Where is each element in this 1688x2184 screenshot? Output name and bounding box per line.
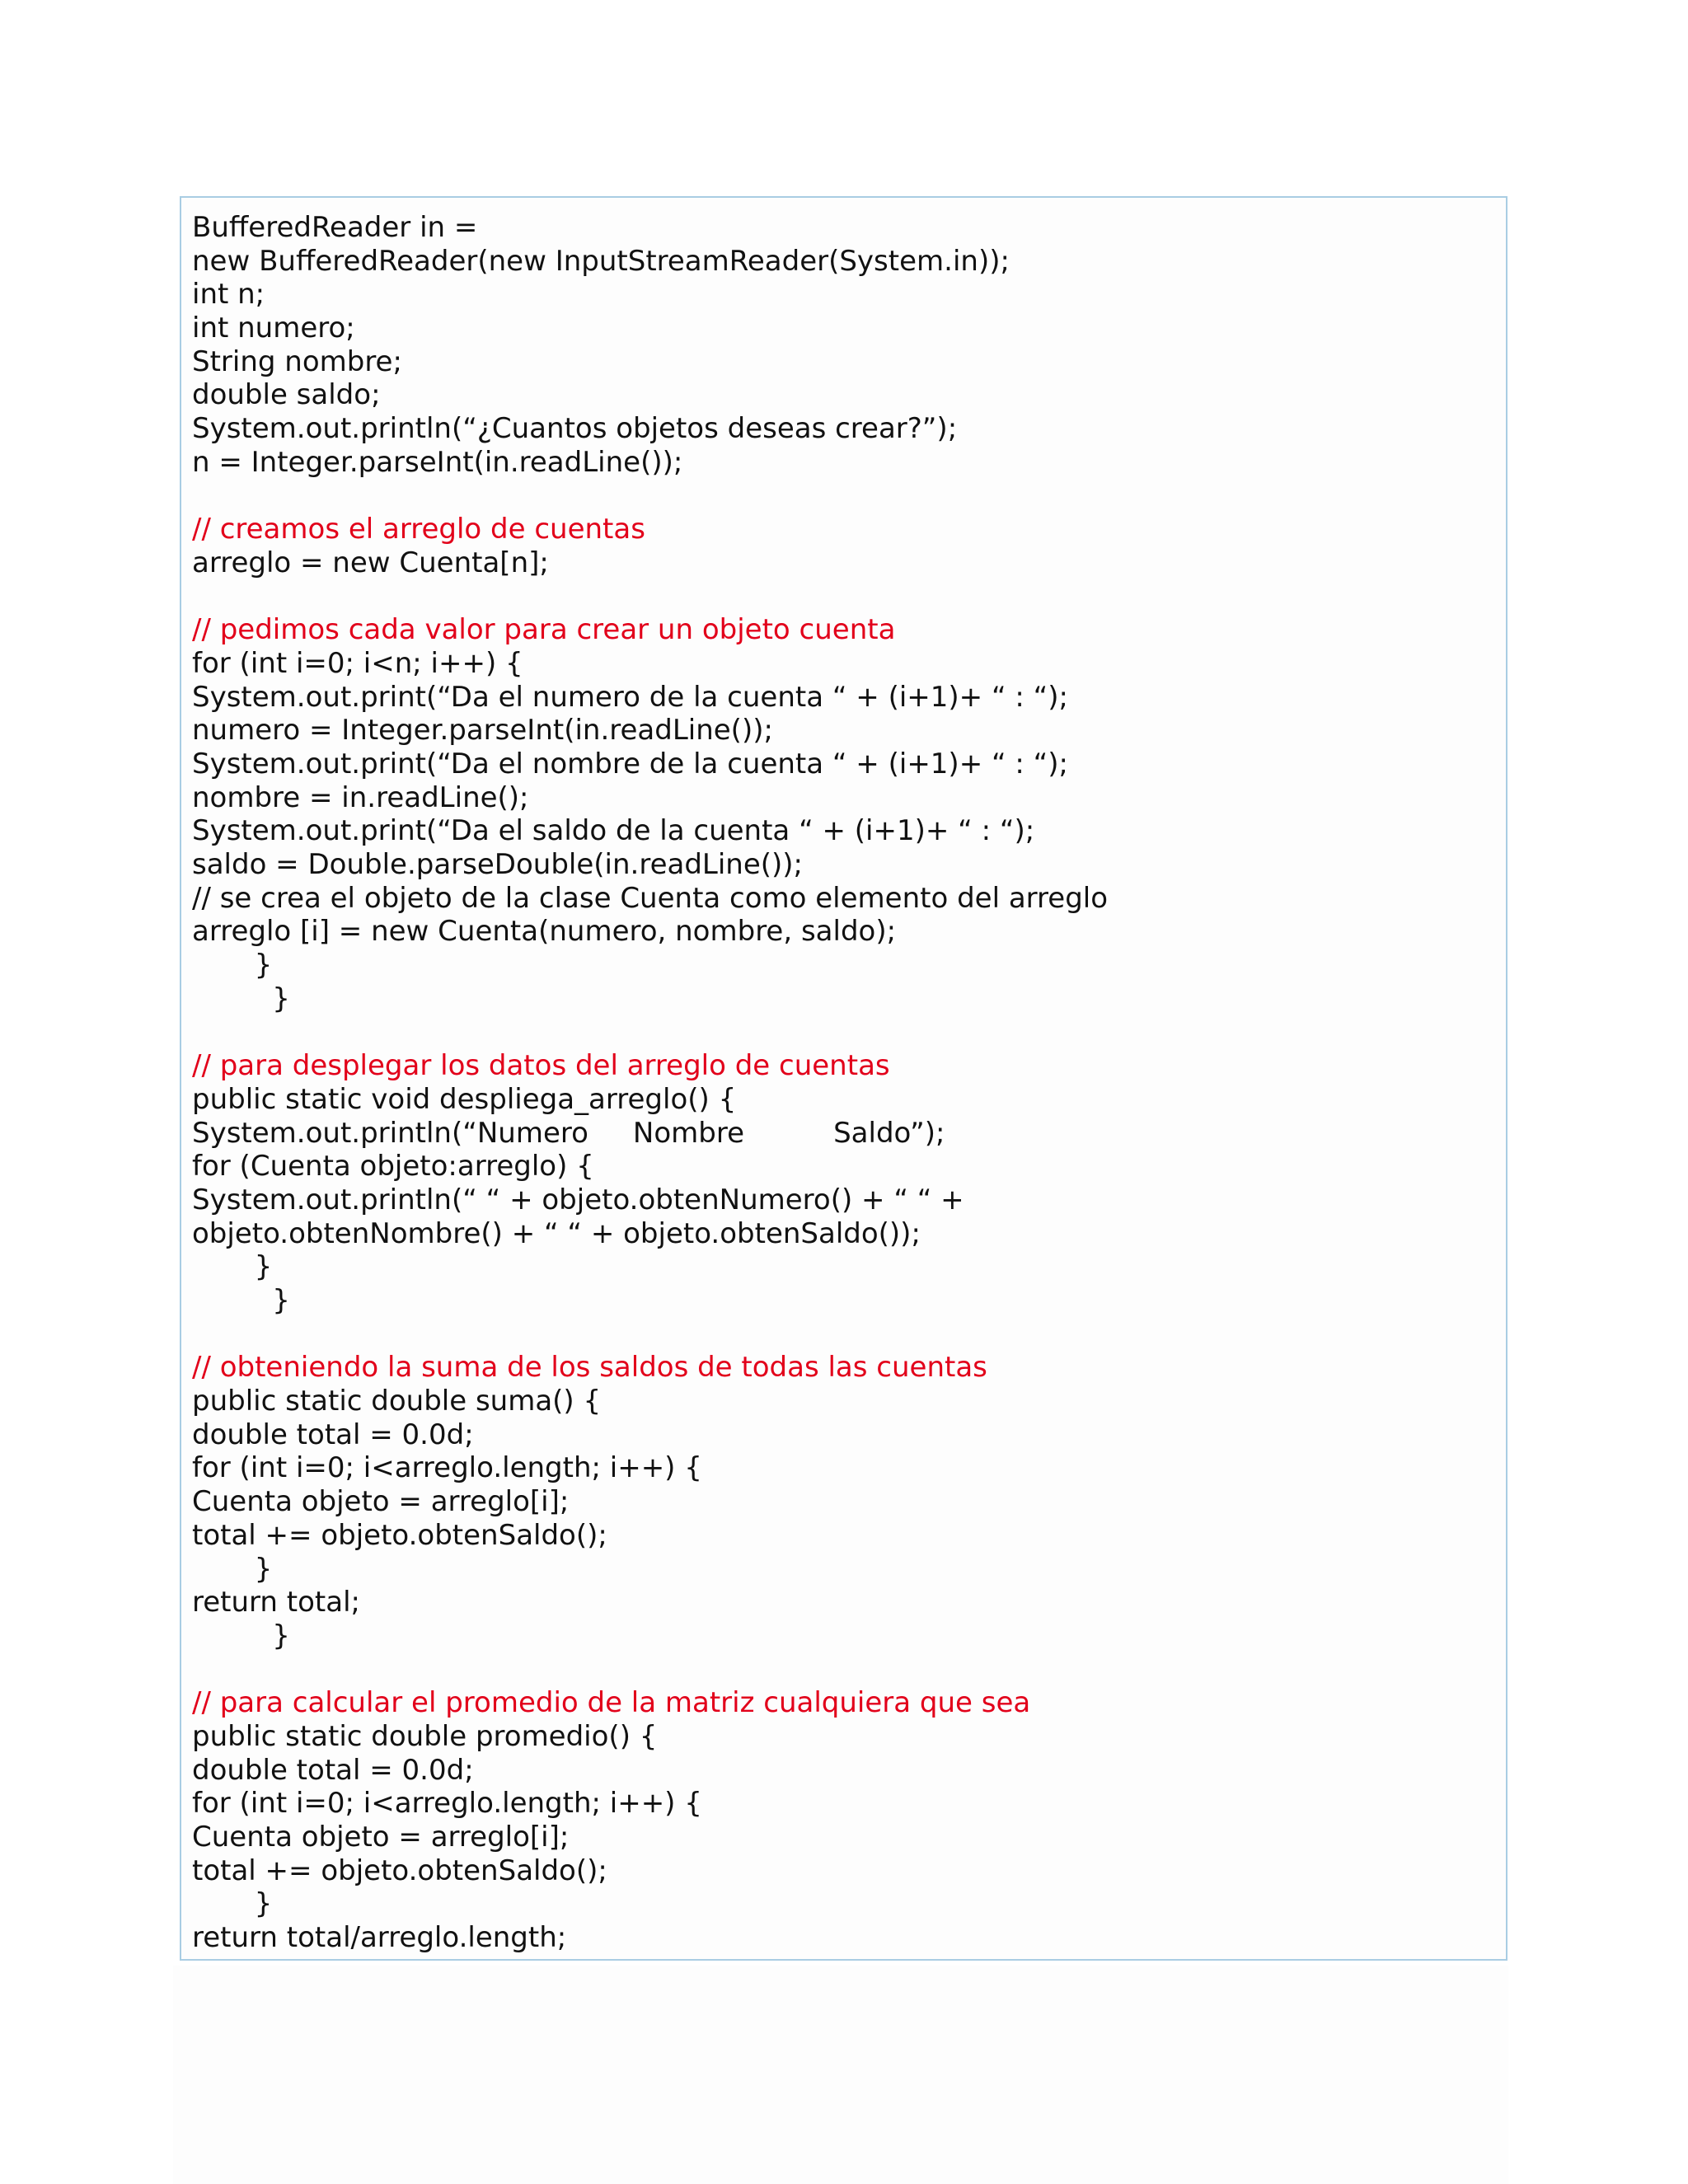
code-line: } bbox=[192, 1619, 290, 1652]
code-line: int numero; bbox=[192, 312, 355, 345]
blank-line bbox=[192, 580, 1506, 614]
code-comment-line: // para calcular el promedio de la matriz cualquiera que sea bbox=[192, 1686, 1031, 1720]
code-line: System.out.print(“Da el saldo de la cuenta “ + (i+1)+ “ : “); bbox=[192, 814, 1035, 848]
code-line: arreglo [i] = new Cuenta(numero, nombre, saldo); bbox=[192, 915, 897, 949]
code-line: System.out.print(“Da el nombre de la cuenta “ + (i+1)+ “ : “); bbox=[192, 748, 1069, 780]
code-line: } bbox=[192, 949, 273, 982]
code-listing-box bbox=[180, 196, 1507, 1961]
code-line: double total = 0.0d; bbox=[192, 1418, 474, 1451]
code-line: double total = 0.0d; bbox=[192, 1753, 474, 1787]
code-line: for (int i=0; i<arreglo.length; i++) { bbox=[192, 1787, 702, 1821]
code-line: System.out.println(“¿Cuantos objetos deseas crear?”); bbox=[192, 412, 958, 446]
code-line: } bbox=[192, 982, 290, 1015]
code-line: saldo = Double.parseDouble(in.readLine()); bbox=[192, 848, 804, 882]
code-line: total += objeto.obtenSaldo(); bbox=[192, 1518, 607, 1552]
code-line: } bbox=[192, 1250, 273, 1284]
code-line: nombre = in.readLine(); bbox=[192, 780, 529, 814]
blank-line bbox=[192, 1016, 1506, 1050]
code-line: return total/arreglo.length; bbox=[192, 1921, 567, 1955]
code-line: // se crea el objeto de la clase Cuenta como elemento del arreglo bbox=[192, 881, 1109, 915]
code-line: System.out.print(“Da el numero de la cuenta “ + (i+1)+ “ : “); bbox=[192, 680, 1068, 714]
code-line: public static double suma() { bbox=[192, 1385, 602, 1418]
code-line: numero = Integer.parseInt(in.readLine()); bbox=[192, 714, 773, 748]
code-comment-line: // obteniendo la suma de los saldos de todas las cuentas bbox=[192, 1351, 987, 1385]
code-line: Cuenta objeto = arreglo[i]; bbox=[192, 1485, 570, 1519]
code-line: BufferedReader in = bbox=[192, 211, 478, 244]
code-line: } bbox=[192, 1552, 273, 1586]
code-line: total += objeto.obtenSaldo(); bbox=[192, 1854, 607, 1887]
code-line: for (Cuenta objeto:arreglo) { bbox=[192, 1150, 594, 1183]
code-line: } bbox=[192, 1887, 273, 1921]
code-line: for (int i=0; i<arreglo.length; i++) { bbox=[192, 1451, 702, 1485]
code-comment-line: // creamos el arreglo de cuentas bbox=[192, 513, 645, 546]
code-line: System.out.println(“ “ + objeto.obtenNumero() + “ “ + bbox=[192, 1183, 964, 1216]
code-line: new BufferedReader(new InputStreamReader(System.in)); bbox=[192, 244, 1010, 278]
page-background bbox=[173, 1966, 1508, 2184]
code-line: } bbox=[192, 1284, 290, 1317]
code-line: objeto.obtenNombre() + “ “ + objeto.obtenSaldo()); bbox=[192, 1216, 921, 1250]
code-line: public static void despliega_arreglo() { bbox=[192, 1082, 737, 1116]
code-line: n = Integer.parseInt(in.readLine()); bbox=[192, 445, 683, 479]
code-line: public static double promedio() { bbox=[192, 1719, 658, 1753]
code-line: arreglo = new Cuenta[n]; bbox=[192, 546, 549, 579]
blank-line bbox=[192, 1318, 1506, 1352]
code-line: return total; bbox=[192, 1586, 360, 1619]
code-comment-line: // pedimos cada valor para crear un objeto cuenta bbox=[192, 613, 896, 647]
code-comment-line: // para desplegar los datos del arreglo de cuentas bbox=[192, 1049, 890, 1083]
code-line: for (int i=0; i<n; i++) { bbox=[192, 646, 523, 680]
code-line: double saldo; bbox=[192, 378, 381, 412]
code-line: int n; bbox=[192, 278, 265, 312]
code-line: Cuenta objeto = arreglo[i]; bbox=[192, 1821, 570, 1854]
code-line: String nombre; bbox=[192, 344, 402, 378]
blank-line bbox=[192, 1653, 1506, 1687]
blank-line bbox=[192, 480, 1506, 513]
code-line: System.out.println(“Numero Nombre Saldo”); bbox=[192, 1116, 945, 1150]
